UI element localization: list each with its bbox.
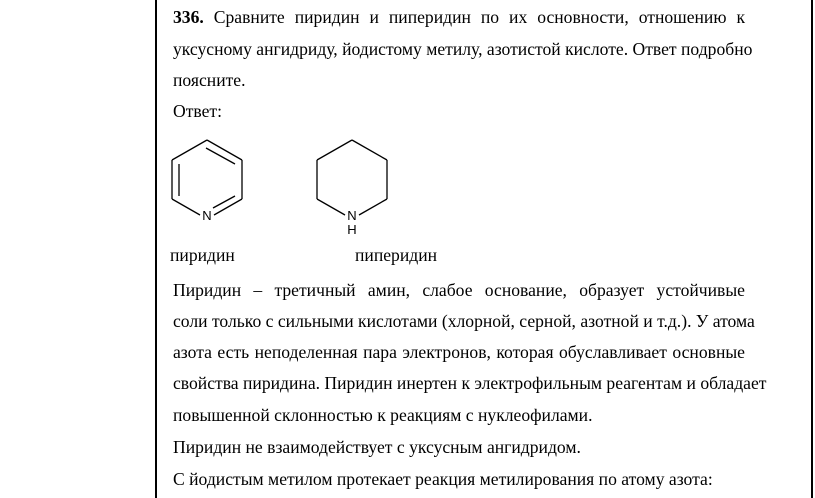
piperidine-label: пиперидин <box>355 245 438 265</box>
piperidine-bond-4 <box>317 199 345 215</box>
piperidine-hydrogen: H <box>347 222 357 237</box>
pyridine-bond-3 <box>214 199 242 215</box>
paragraph1-line-5: повышенной склонностью к реакциям с нуклеофилами. <box>173 405 593 425</box>
problem-line-3: поясните. <box>173 70 246 90</box>
pyridine-double-1 <box>206 148 235 164</box>
piperidine-structure <box>317 140 387 215</box>
problem-text-1: Сравните пиридин и пиперидин по их основности, отношению к <box>213 7 746 27</box>
paragraph2: Пиридин не взаимодействует с уксусным ангидридом. <box>173 437 581 457</box>
paragraph1-line-1 <box>173 279 745 301</box>
paragraph1-line-4: свойства пиридина. Пиридин инертен к электрофильным реагентам и обладает <box>173 373 767 393</box>
paragraph1-text-1: Пиридин – третичный амин, слабое основание, образует устойчивые <box>173 280 745 300</box>
pyridine-bond-6 <box>172 140 207 160</box>
pyridine-bond-1 <box>207 140 242 160</box>
paragraph1-line-2: соли только с сильными кислотами (хлорной, серной, азотной и т.д.). У атома <box>173 311 755 331</box>
paragraph1-line-3: азота есть неподеленная пара электронов, которая обуславливает основные <box>173 342 745 362</box>
piperidine-nitrogen: N <box>347 208 357 223</box>
pyridine-structure <box>172 140 242 215</box>
pyridine-double-2 <box>213 196 235 208</box>
pyridine-bond-4 <box>172 199 200 215</box>
piperidine-bond-3 <box>359 199 387 215</box>
pyridine-label: пиридин <box>170 245 235 265</box>
problem-number: 336. <box>173 7 204 27</box>
piperidine-bond-6 <box>317 140 352 160</box>
piperidine-bond-1 <box>352 140 387 160</box>
answer-label: Ответ: <box>173 101 222 121</box>
paragraph3: С йодистым метилом протекает реакция метилирования по атому азота: <box>173 469 713 489</box>
pyridine-nitrogen: N <box>202 208 212 223</box>
problem-line-2: уксусному ангидриду, йодистому метилу, азотистой кислоте. Ответ подробно <box>173 39 753 59</box>
